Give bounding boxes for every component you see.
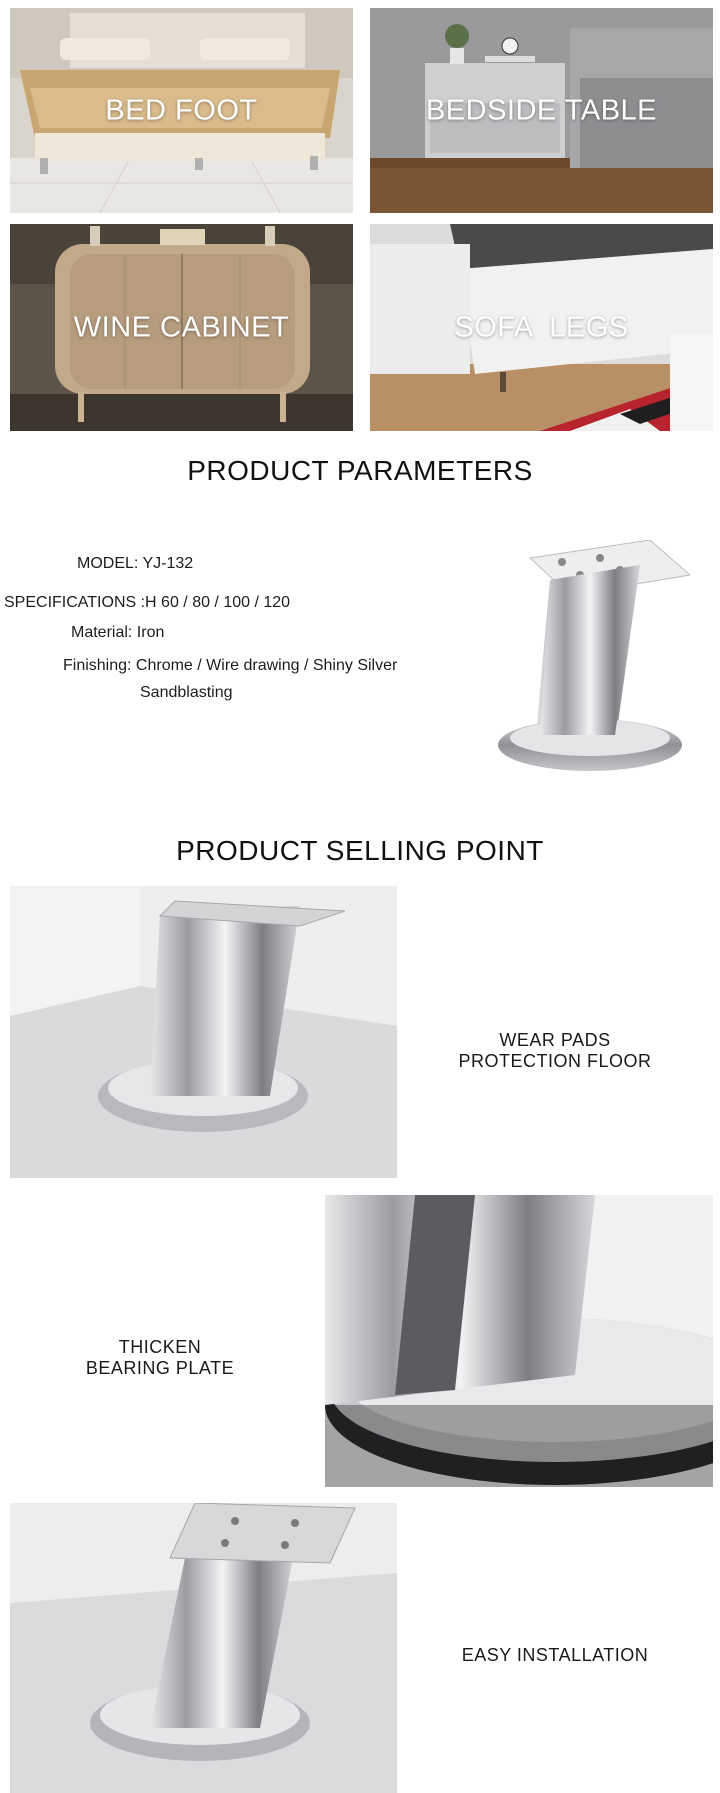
category-tile-wine-cabinet[interactable] xyxy=(10,224,353,431)
param-finishing-cont: Sandblasting xyxy=(140,684,233,701)
param-material: Material: Iron xyxy=(71,624,165,641)
feature-line: WEAR PADS xyxy=(499,1030,611,1050)
param-specifications: SPECIFICATIONS :H 60 / 80 / 100 / 120 xyxy=(4,594,291,611)
feature-caption-wear-pads xyxy=(440,1030,670,1072)
feature-line: PROTECTION FLOOR xyxy=(458,1051,652,1071)
feature-photo-bearing-plate xyxy=(325,1195,713,1487)
feature-caption-installation xyxy=(440,1645,670,1666)
category-tile-bed-foot[interactable] xyxy=(10,8,353,213)
feature-line: EASY INSTALLATION xyxy=(461,1645,649,1665)
category-label: BEDSIDE TABLE xyxy=(425,94,658,126)
category-label: BED FOOT xyxy=(105,94,258,126)
feature-photo-installation xyxy=(10,1503,397,1793)
feature-line: BEARING PLATE xyxy=(85,1358,235,1378)
parameters-heading: PRODUCT PARAMETERS xyxy=(187,455,533,486)
param-finishing: Finishing: Chrome / Wire drawing / Shiny Silver xyxy=(63,657,398,674)
category-label: WINE CABINET xyxy=(73,311,290,343)
feature-line: THICKEN xyxy=(118,1337,202,1357)
selling-point-heading: PRODUCT SELLING POINT xyxy=(176,835,544,866)
param-model: MODEL: YJ-132 xyxy=(77,555,194,572)
category-tile-bedside-table[interactable] xyxy=(370,8,713,213)
feature-caption-bearing-plate xyxy=(60,1337,260,1379)
product-image xyxy=(490,540,690,780)
category-label: SOFA LEGS xyxy=(454,311,629,343)
feature-photo-wear-pads xyxy=(10,886,397,1178)
category-tile-sofa-legs[interactable] xyxy=(370,224,713,431)
